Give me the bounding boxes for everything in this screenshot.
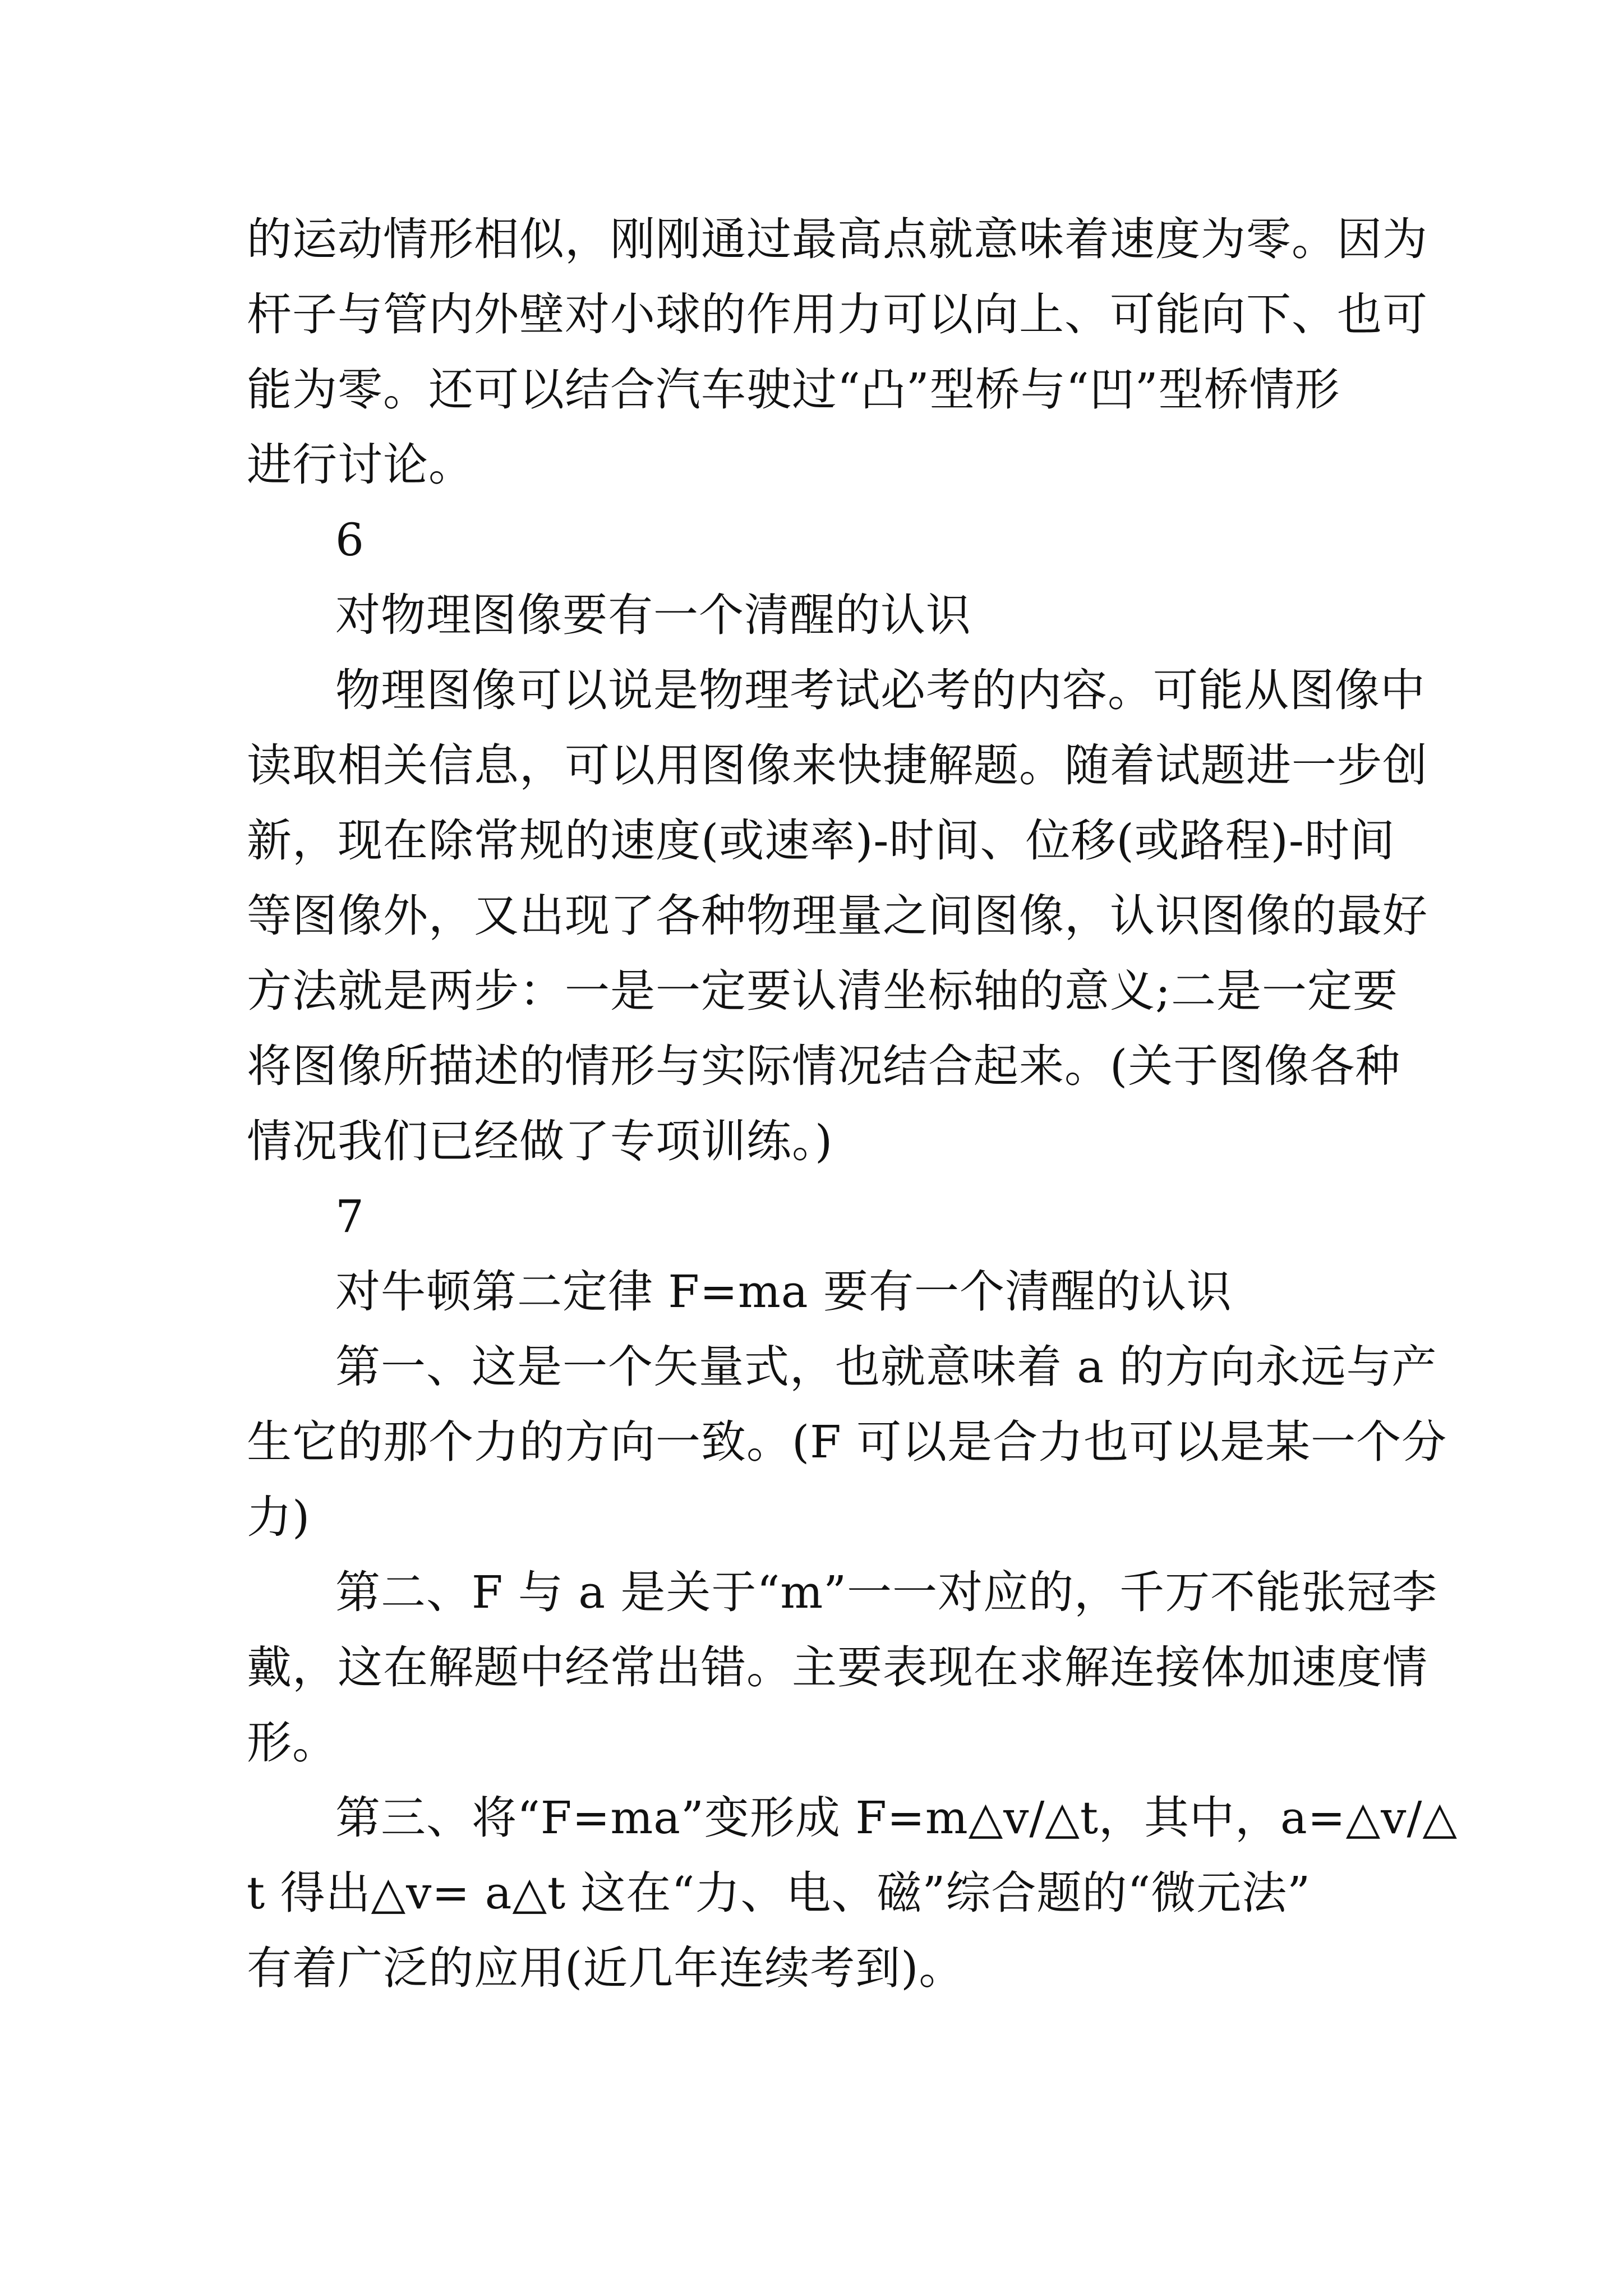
text-line: 新，现在除常规的速度(或速率)-时间、位移(或路程)-时间: [247, 815, 1395, 867]
document-page: [247, 202, 1458, 2006]
text-line: 的运动情形相似，刚刚通过最高点就意味着速度为零。因为: [247, 213, 1428, 265]
section-heading: 对物理图像要有一个清醒的认识: [335, 589, 971, 641]
text-line: 进行讨论。: [247, 439, 474, 491]
text-line: 生它的那个力的方向一致。(F 可以是合力也可以是某一个分: [247, 1416, 1447, 1468]
text-line: 能为零。还可以结合汽车驶过“凸”型桥与“凹”型桥情形: [247, 364, 1340, 416]
text-line: t 得出△v= a△t 这在“力、电、磁”综合题的“微元法”: [247, 1867, 1311, 1919]
text-line: 方法就是两步：一是一定要认清坐标轴的意义;二是一定要: [247, 965, 1398, 1017]
text-line: 物理图像可以说是物理考试必考的内容。可能从图像中: [335, 664, 1426, 716]
text-line: 有着广泛的应用(近几年连续考到)。: [247, 1942, 965, 1994]
text-line: 形。: [247, 1717, 338, 1769]
section-number: 7: [335, 1190, 365, 1243]
text-line: 第一、这是一个矢量式，也就意味着 a 的方向永远与产: [335, 1341, 1437, 1393]
text-line: 杆子与管内外壁对小球的作用力可以向上、可能向下、也可: [247, 288, 1428, 341]
section-number: 6: [335, 514, 365, 566]
text-line: 将图像所描述的情形与实际情况结合起来。(关于图像各种: [247, 1040, 1401, 1092]
text-line: 力): [247, 1491, 311, 1543]
text-line: 戴，这在解题中经常出错。主要表现在求解连接体加速度情: [247, 1641, 1428, 1694]
text-line: 第三、将“F=ma”变形成 F=m△v/△t，其中，a=△v/△: [335, 1792, 1458, 1844]
text-line: 读取相关信息，可以用图像来快捷解题。随着试题进一步创: [247, 739, 1428, 792]
text-line: 等图像外，又出现了各种物理量之间图像，认识图像的最好: [247, 890, 1428, 942]
section-heading: 对牛顿第二定律 F=ma 要有一个清醒的认识: [335, 1266, 1232, 1318]
text-line: 情况我们已经做了专项训练。): [247, 1115, 833, 1167]
text-line: 第二、F 与 a 是关于“m”一一对应的，千万不能张冠李: [335, 1566, 1438, 1618]
